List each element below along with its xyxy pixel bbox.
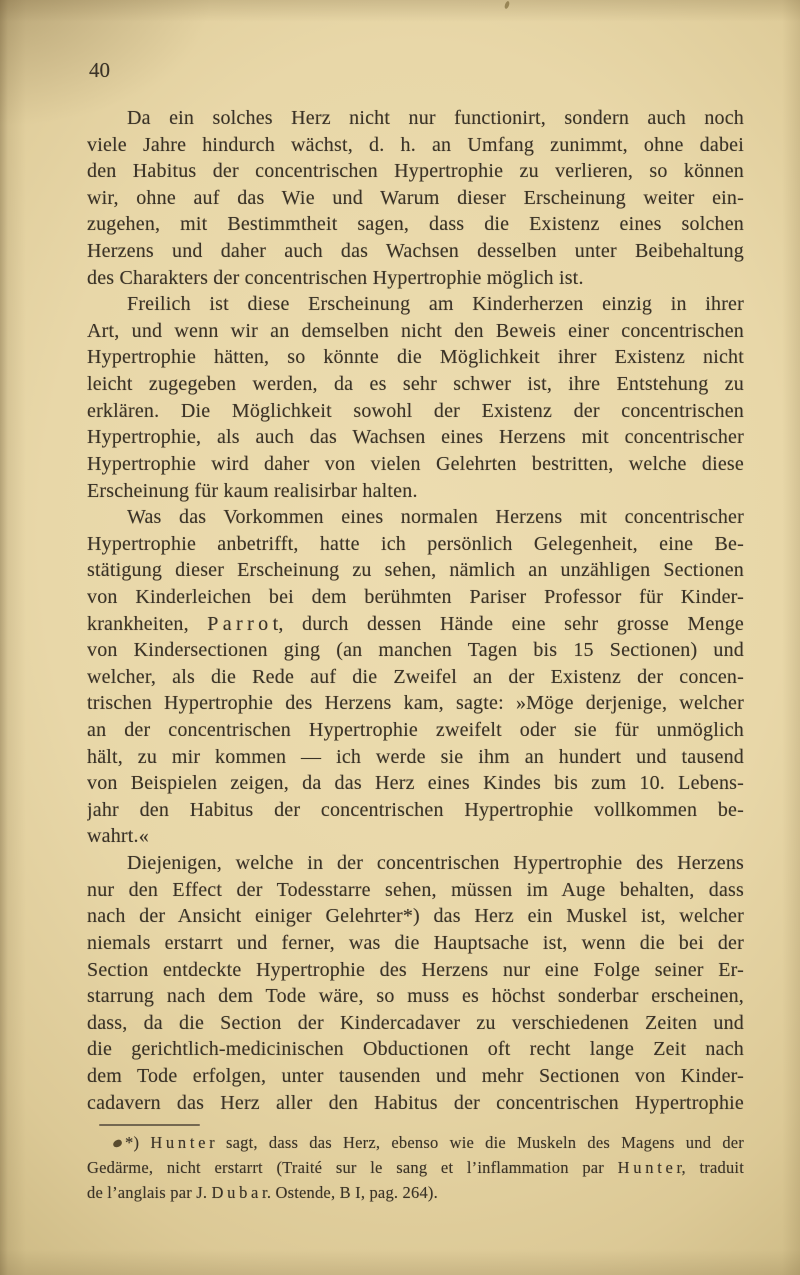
text-line: die gerichtlich-medicinischen Obductionen oft recht lange Zeit nach [87, 1038, 744, 1061]
text-line: zugehen, mit Bestimmtheit sagen, dass die Existenz eines solchen [87, 213, 744, 236]
text-line: starrung nach dem Tode wäre, so muss es höchst sonderbar erscheinen, [87, 985, 744, 1008]
text-line: hält, zu mir kommen — ich werde sie ihm an hundert und tausend [87, 745, 744, 768]
footnote-text: *) H u n t e r sagt, dass das Herz, ebenso wie die Muskeln des Magens und der [125, 1133, 744, 1152]
text-line: wir, ohne auf das Wie und Warum dieser Erscheinung weiter ein- [87, 186, 744, 209]
body-text [87, 105, 744, 1116]
text-line: nur den Effect der Todesstarre sehen, müssen im Auge behalten, dass [87, 878, 744, 901]
footnote [87, 1131, 744, 1205]
text-line: Herzens und daher auch das Wachsen desselben unter Beibehaltung [87, 240, 744, 263]
text-line: von Kindersectionen ging (an manchen Tagen bis 15 Sectionen) und [87, 639, 744, 662]
footnote-line: Gedärme, nicht erstarrt (Traité sur le sang et l’inflammation par H u n t e r, traduit [87, 1157, 744, 1177]
text-line: Erscheinung für kaum realisirbar halten. [87, 479, 418, 502]
paper-speck [504, 1, 510, 10]
text-line: leicht zugegeben werden, da es sehr schwer ist, ihre Entstehung zu [87, 373, 744, 396]
paragraph [87, 105, 744, 291]
text-line: niemals erstarrt und ferner, was die Hauptsache ist, wenn die bei der [87, 931, 744, 954]
text-line: wahrt.« [87, 825, 149, 848]
text-line: Hypertrophie anbetrifft, hatte ich persönlich Gelegenheit, eine Be- [87, 532, 744, 555]
text-line: Was das Vorkommen eines normalen Herzens mit concentrischer [127, 506, 744, 529]
text-line: stätigung dieser Erscheinung zu sehen, nämlich an unzähligen Sectionen [87, 559, 744, 582]
text-line: krankheiten, P a r r o t, durch dessen Hände eine sehr grosse Menge [87, 612, 744, 635]
text-line: viele Jahre hindurch wächst, d. h. an Umfang zunimmt, ohne dabei [87, 133, 744, 156]
ink-blot-icon [112, 1139, 123, 1148]
text-line: von Kinderleichen bei dem berühmten Pariser Professor für Kinder- [87, 585, 744, 608]
footnote-separator [99, 1124, 200, 1126]
text-line: Section entdeckte Hypertrophie des Herzens nur eine Folge seiner Er- [87, 958, 744, 981]
text-line: an der concentrischen Hypertrophie zweifelt oder sie für unmöglich [87, 719, 744, 742]
text-line: Art, und wenn wir an demselben nicht den Beweis einer concentrischen [87, 319, 744, 342]
footnote-line [87, 1131, 744, 1156]
page-number: 40 [89, 58, 110, 82]
text-line: dass, da die Section der Kindercadaver zu verschiedenen Zeiten und [87, 1011, 744, 1034]
text-line: Da ein solches Herz nicht nur functionirt, sondern auch noch [127, 107, 744, 129]
text-line: dem Tode erfolgen, unter tausenden und mehr Sectionen von Kinder- [87, 1064, 744, 1087]
text-line: nach der Ansicht einiger Gelehrter*) das Herz ein Muskel ist, welcher [87, 905, 744, 928]
paragraph [87, 504, 744, 850]
text-line: erklären. Die Möglichkeit sowohl der Existenz der concentrischen [87, 399, 744, 422]
text-line: Hypertrophie, als auch das Wachsen eines Herzens mit concentrischer [87, 426, 744, 449]
text-line: den Habitus der concentrischen Hypertrophie zu verlieren, so können [87, 160, 744, 183]
paragraph [87, 850, 744, 1116]
text-line: welcher, als die Rede auf die Zweifel an der Existenz der concen- [87, 665, 744, 688]
text-line: Freilich ist diese Erscheinung am Kinderherzen einzig in ihrer [127, 293, 744, 316]
text-line: trischen Hypertrophie des Herzens kam, sagte: »Möge derjenige, welcher [87, 692, 744, 715]
text-line: des Charakters der concentrischen Hypertrophie möglich ist. [87, 266, 584, 289]
text-line: von Beispielen zeigen, da das Herz eines Kindes bis zum 10. Lebens- [87, 772, 744, 795]
footnote-line: de l’anglais par J. D u b a r. Ostende, B I, pag. 264). [87, 1182, 438, 1202]
text-line: cadavern das Herz aller den Habitus der concentrischen Hypertrophie [87, 1091, 744, 1114]
paragraph [87, 291, 744, 504]
text-line: Diejenigen, welche in der concentrischen Hypertrophie des Herzens [127, 852, 744, 875]
text-line: jahr den Habitus der concentrischen Hypertrophie vollkommen be- [87, 798, 744, 821]
text-line: Hypertrophie hätten, so könnte die Möglichkeit ihrer Existenz nicht [87, 346, 744, 369]
text-line: Hypertrophie wird daher von vielen Gelehrten bestritten, welche diese [87, 452, 744, 475]
